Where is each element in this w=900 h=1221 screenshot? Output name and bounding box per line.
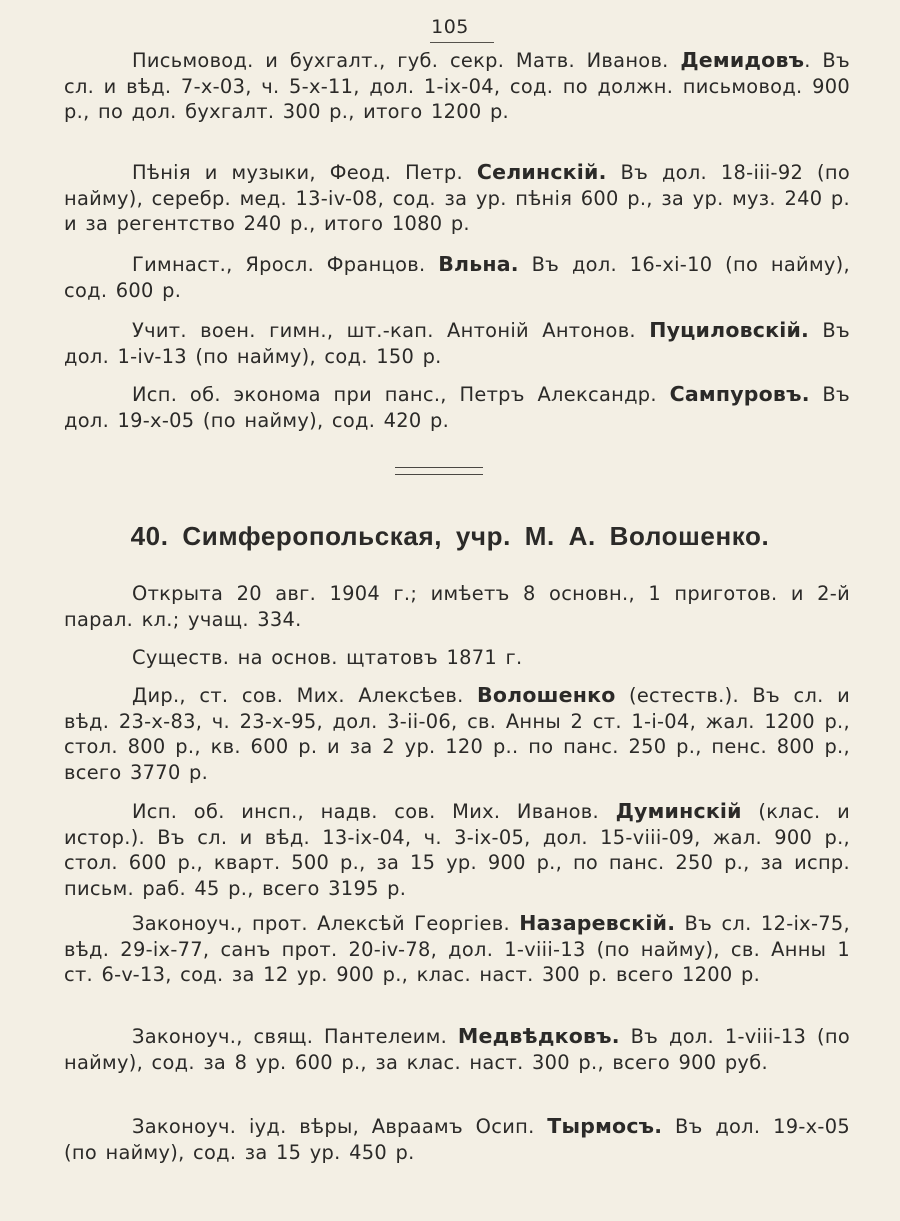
staff-entry-medvedkov (64, 1024, 850, 1075)
entry-surname: Селинскій. (476, 160, 607, 184)
section-title: 40. Симферопольская, учр. М. А. Волошенко. (130, 521, 770, 551)
staff-entry-tyrmos (64, 1114, 850, 1165)
staff-entry-duminsky (64, 799, 850, 901)
entry-surname: Медвѣдковъ. (457, 1024, 620, 1048)
entry-text: Законоуч., свящ. Пантелеим. (132, 1025, 458, 1048)
page-number-rule (430, 42, 494, 43)
entry-surname: Волошенко (477, 683, 616, 707)
school-info-opened (64, 581, 850, 632)
entry-text: Въ дол. 18-ііі-92 (по найму), серебр. мед. 13-іv-08, сод. за ур. пѣнія 600 р., за ур. муз. 240 р. и за регентство 240 р., итого 1080 р. (64, 161, 850, 235)
entry-text: Исп. об. инсп., надв. сов. Мих. Иванов. (132, 800, 616, 823)
staff-entry-vlna (64, 252, 850, 303)
entry-text: Въ дол. 16-хі-10 (по найму), сод. 600 р. (64, 253, 850, 302)
entry-surname: Вльна. (438, 252, 519, 276)
entry-surname: Думинскій (615, 799, 742, 823)
staff-entry-demidov (64, 48, 850, 125)
entry-text: Въ дол. 19-х-05 (по найму), сод. 420 р. (64, 383, 850, 432)
staff-entry-voloshenko (64, 683, 850, 785)
entry-text: . Въ сл. и вѣд. 7-х-03, ч. 5-х-11, дол. 1-іх-04, сод. по должн. письмовод. 900 р., по дол. бухгалт. 300 р., итого 1200 р. (64, 49, 851, 123)
entry-text: Законоуч., прот. Алексѣй Георгіев. (132, 912, 520, 935)
section-divider (395, 467, 483, 475)
entry-surname: Демидовъ (680, 48, 805, 72)
school-info-staffing (64, 645, 850, 671)
entry-text: Пѣнія и музыки, Феод. Петр. (132, 161, 477, 184)
entry-text: Гимнаст., Яросл. Францов. (132, 253, 439, 276)
entry-surname: Назаревскій. (519, 911, 676, 935)
entry-text: Существ. на основ. щтатовъ 1871 г. (132, 646, 523, 669)
page-number: 105 (431, 16, 469, 38)
entry-text: Открыта 20 авг. 1904 г.; имѣетъ 8 основн., 1 приготов. и 2-й парал. кл.; учащ. 334. (64, 582, 850, 631)
staff-entry-selinsky (64, 160, 850, 237)
entry-text: (клас. и истор.). Въ сл. и вѣд. 13-іх-04, ч. 3-іх-05, дол. 15-vііі-09, жал. 900 р., стол. 600 р., кварт. 500 р., за 15 ур. 900 р., по панс. 250 р., за испр. письм. раб. 45 р., всего 3195 р. (64, 800, 850, 900)
entry-text: Въ дол. 19-х-05 (по найму), сод. за 15 ур. 450 р. (64, 1115, 850, 1164)
entry-text: Письмовод. и бухгалт., губ. секр. Матв. Иванов. (132, 49, 681, 72)
entry-surname: Тырмосъ. (547, 1114, 663, 1138)
staff-entry-putsilovsky (64, 318, 850, 369)
entry-text: Въ дол. 1-vііі-13 (по найму), сод. за 8 ур. 600 р., за клас. наст. 300 р., всего 900 руб. (64, 1025, 850, 1074)
entry-text: Въ сл. 12-іх-75, вѣд. 29-іх-77, санъ прот. 20-іv-78, дол. 1-vііі-13 (по найму), св. Анны 1 ст. 6-v-13, сод. за 12 ур. 900 р., клас. наст. 300 р. всего 1200 р. (64, 912, 850, 986)
entry-text: Исп. об. эконома при панс., Петръ Александр. (132, 383, 670, 406)
entry-surname: Сампуровъ. (669, 382, 810, 406)
entry-text: (естеств.). Въ сл. и вѣд. 23-х-83, ч. 23-х-95, дол. 3-іі-06, св. Анны 2 ст. 1-і-04, жал. 1200 р., стол. 800 р., кв. 600 р. и за 2 ур. 120 р.. по панс. 250 р., пенс. 800 р., всего 3770 р. (64, 684, 850, 784)
entry-text: Въ дол. 1-іv-13 (по найму), сод. 150 р. (64, 319, 850, 368)
entry-text: Дир., ст. сов. Мих. Алексѣев. (132, 684, 478, 707)
entry-surname: Пуциловскій. (649, 318, 810, 342)
entry-text: Учит. воен. гимн., шт.-кап. Антоній Антонов. (132, 319, 650, 342)
staff-entry-sampurov (64, 382, 850, 433)
staff-entry-nazarevsky (64, 911, 850, 988)
entry-text: Законоуч. іуд. вѣры, Авраамъ Осип. (132, 1115, 548, 1138)
